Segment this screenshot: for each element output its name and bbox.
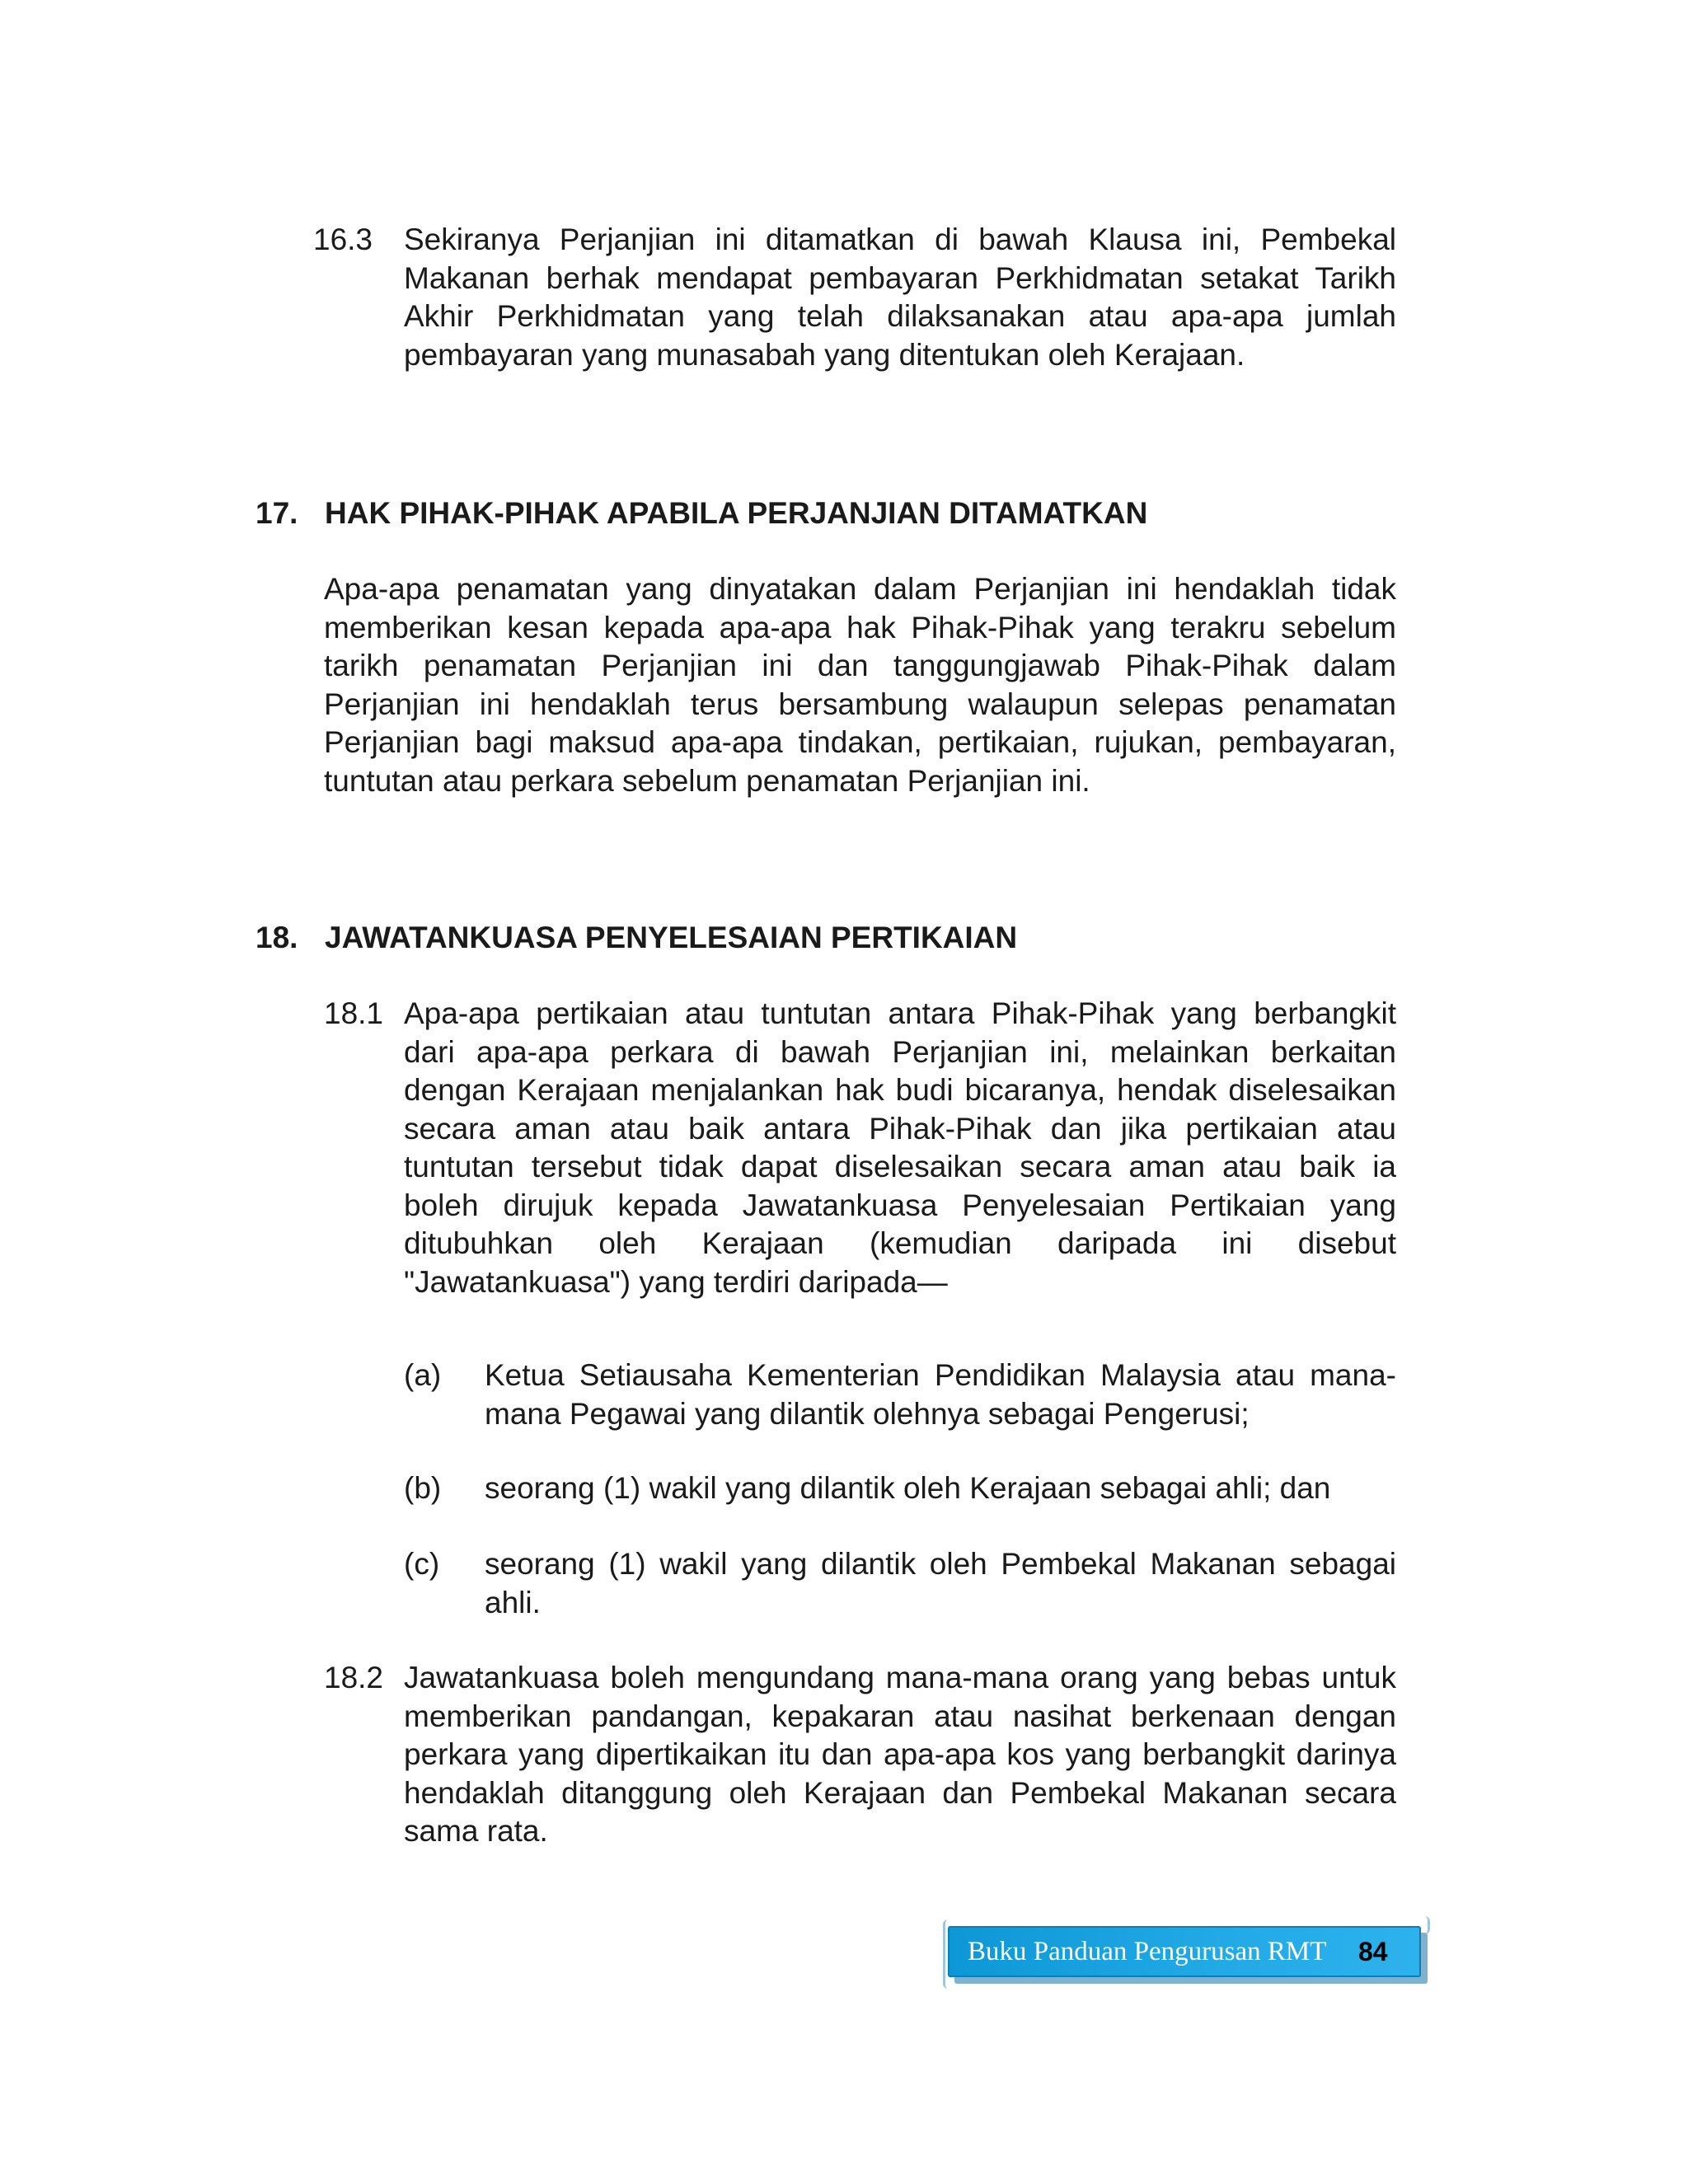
clause-18-1-text: Apa-apa pertikaian atau tuntutan antara Pihak-Pihak yang berbangkit dari apa-apa perkara di bawah Perjanjian ini, melainkan berkaitan dengan Kerajaan menjalankan hak budi bicaranya, hendak diselesaikan secara aman atau baik antara Pihak-Pihak dan jika pertikaian atau tuntutan tersebut tidak dapat diselesaikan secara aman atau baik ia boleh dirujuk kepada Jawatankuasa Penyelesaian Pertikaian yang ditubuhkan oleh Kerajaan (kemudian daripada ini disebut "Jawatankuasa") yang terdiri daripada—: [404, 996, 1396, 1299]
list-item-text: seorang (1) wakil yang dilantik oleh Kerajaan sebagai ahli; dan: [485, 1471, 1331, 1505]
section-17-body: Apa-apa penamatan yang dinyatakan dalam Perjanjian ini hendaklah tidak memberikan kesan kepada apa-apa hak Pihak-Pihak yang terakru sebelum tarikh penamatan Perjanjian ini dan tanggungjawab Pihak-Pihak dalam Perjanjian ini hendaklah terus bersambung walaupun selepas penamatan Perjanjian bagi maksud apa-apa tindakan, pertikaian, rujukan, pembayaran, tuntutan atau perkara sebelum penamatan Perjanjian ini.: [324, 572, 1396, 798]
list-item-label: (c): [404, 1547, 440, 1581]
footer-banner: [948, 1926, 1426, 1980]
scroll-curl-right-icon: [1419, 1916, 1430, 1934]
footer-title: Buku Panduan Pengurusan RMT: [968, 1937, 1327, 1966]
section-17-number: 17.: [256, 496, 298, 530]
scroll-curl-left-icon: [943, 1919, 954, 1989]
list-item-text: seorang (1) wakil yang dilantik oleh Pembekal Makanan sebagai ahli.: [485, 1547, 1396, 1619]
clause-18-2-text: Jawatankuasa boleh mengundang mana-mana orang yang bebas untuk memberikan pandangan, kepakaran atau nasihat berkenaan dengan perkara yang dipertikaikan itu dan apa-apa kos yang berbangkit darinya hendaklah ditanggung oleh Kerajaan dan Pembekal Makanan secara sama rata.: [404, 1661, 1396, 1848]
section-18-title: JAWATANKUASA PENYELESAIAN PERTIKAIAN: [325, 921, 1018, 954]
clause-18-1-number: 18.1: [324, 996, 384, 1030]
page-number: 84: [1358, 1937, 1388, 1966]
section-18-heading: [256, 919, 1017, 958]
list-item-label: (b): [404, 1471, 442, 1505]
list-item-label: (a): [404, 1358, 442, 1392]
clause-18-2-number: 18.2: [324, 1661, 384, 1694]
clause-16-3-number: 16.3: [313, 223, 373, 256]
section-17-title: HAK PIHAK-PIHAK APABILA PERJANJIAN DITAMATKAN: [325, 496, 1148, 530]
clause-16-3-text: Sekiranya Perjanjian ini ditamatkan di bawah Klausa ini, Pembekal Makanan berhak mendapat pembayaran Perkhidmatan setakat Tarikh Akhir Perkhidmatan yang telah dilaksanakan atau apa-apa jumlah pembayaran yang munasabah yang ditentukan oleh Kerajaan.: [404, 223, 1396, 372]
section-17-heading: [256, 494, 1147, 533]
section-18-number: 18.: [256, 921, 298, 954]
list-item-text: Ketua Setiausaha Kementerian Pendidikan Malaysia atau mana-mana Pegawai yang dilantik olehnya sebagai Pengerusi;: [485, 1358, 1396, 1431]
